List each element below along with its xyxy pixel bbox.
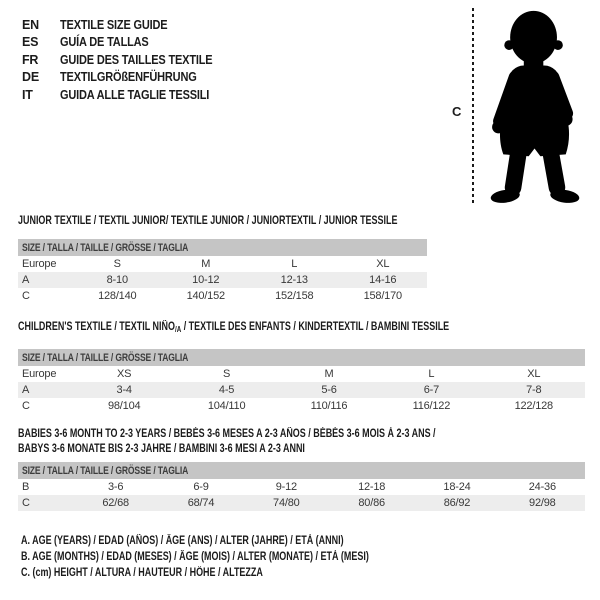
language-title-list	[22, 16, 233, 104]
cell: 92/98	[500, 495, 585, 511]
column-header: M	[324, 368, 334, 380]
cell: 14-16	[339, 272, 428, 288]
title-text: / TEXTILE DES ENFANTS / KINDERTEXTIL / BAMBINI TESSILE	[181, 321, 450, 333]
title-text: CHILDREN'S TEXTILE / TEXTIL NIÑO	[18, 321, 175, 333]
table-row	[18, 495, 585, 511]
children-table-title	[18, 321, 585, 336]
cell: 110/116	[310, 400, 348, 412]
cell: 18-24	[443, 481, 471, 493]
cell: 74/80	[244, 495, 329, 511]
cell: 24-36	[528, 481, 556, 493]
column-header: M	[201, 258, 211, 270]
row-label: A	[18, 272, 73, 288]
language-row	[22, 86, 233, 104]
footnote-c: C. (cm) HEIGHT / ALTURA / HAUTEUR / HÖHE / ALTEZZA	[21, 567, 263, 579]
language-code: ES	[22, 35, 39, 50]
column-header-row	[18, 366, 585, 382]
babies-table-section	[18, 427, 585, 511]
cell: 128/140	[98, 290, 137, 302]
cell: 62/68	[73, 495, 158, 511]
cell: 158/170	[363, 290, 402, 302]
cell: 5-6	[278, 382, 380, 398]
column-header: L	[428, 368, 435, 380]
row-label: C	[22, 400, 30, 412]
table-row	[18, 382, 585, 398]
column-header: S	[113, 258, 121, 270]
column-header: XL	[376, 258, 390, 270]
cell: 104/110	[207, 400, 246, 412]
cell: 122/128	[514, 400, 553, 412]
language-title: GUIDE DES TAILLES TEXTILE	[60, 52, 213, 67]
language-code: EN	[22, 17, 39, 32]
size-header-cell: SIZE / TALLA / TAILLE / GRÖSSE / TAGLIA	[18, 349, 585, 366]
junior-table-title: JUNIOR TEXTILE / TEXTIL JUNIOR/ TEXTILE JUNIOR / JUNIORTEXTIL / JUNIOR TESSILE	[18, 215, 398, 227]
cell: 86/92	[414, 495, 499, 511]
cell: 4-5	[175, 382, 277, 398]
title-subscript: /A	[174, 325, 182, 334]
footnotes	[21, 533, 467, 581]
size-header-cell: SIZE / TALLA / TAILLE / GRÖSSE / TAGLIA	[18, 239, 427, 256]
column-header: XS	[117, 368, 132, 380]
cell: 10-12	[162, 272, 251, 288]
title-line-2: BABYS 3-6 MONATE BIS 2-3 JAHRE / BAMBINI 3-6 MESI A 2-3 ANNI	[18, 443, 305, 455]
cell: 140/152	[186, 290, 225, 302]
row-label: C	[18, 495, 73, 511]
language-title: GUIDA ALLE TAGLIE TESSILI	[60, 87, 210, 102]
cell: 3-6	[108, 481, 124, 493]
language-row	[22, 69, 233, 87]
row-label: B	[22, 481, 30, 493]
cell: 80/86	[329, 495, 414, 511]
column-header: Europe	[22, 258, 57, 270]
column-header: Europe	[22, 368, 57, 380]
cell: 6-9	[193, 481, 209, 493]
cell: 12-13	[250, 272, 339, 288]
cell: 8-10	[73, 272, 162, 288]
column-header-row	[18, 256, 427, 272]
table-row	[18, 272, 427, 288]
height-dashed-line	[472, 8, 474, 206]
children-table	[18, 349, 585, 414]
title-line-1: BABIES 3-6 MONTH TO 2-3 YEARS / BEBÉS 3-6 MESES A 2-3 AÑOS / BÉBÉS 3-6 MOIS À 2-3 ANS /	[18, 428, 436, 440]
height-measure-label: C	[452, 104, 462, 119]
language-title: TEXTILGRÖßENFÜHRUNG	[60, 70, 197, 85]
cell: 98/104	[107, 400, 141, 412]
cell: 9-12	[275, 481, 297, 493]
language-code: FR	[22, 52, 39, 67]
table-row	[18, 288, 427, 304]
babies-table-title	[18, 427, 585, 457]
size-header-row	[18, 349, 585, 366]
junior-table-section	[18, 215, 427, 304]
cell: 152/158	[275, 290, 314, 302]
footnote-a: A. AGE (YEARS) / EDAD (AÑOS) / ÂGE (ANS) / ALTER (JAHRE) / ETÀ (ANNI)	[21, 535, 344, 547]
cell: 116/122	[412, 400, 451, 412]
cell: 12-18	[358, 481, 386, 493]
row-label: C	[22, 290, 30, 302]
table-row	[18, 479, 585, 495]
language-row	[22, 34, 233, 52]
children-table-section	[18, 321, 585, 414]
cell: 7-8	[483, 382, 585, 398]
babies-table	[18, 462, 585, 511]
table-row	[18, 398, 585, 414]
row-label: A	[18, 382, 73, 398]
cell: 6-7	[380, 382, 482, 398]
junior-table	[18, 239, 427, 304]
cell: 68/74	[158, 495, 243, 511]
size-header-cell: SIZE / TALLA / TAILLE / GRÖSSE / TAGLIA	[18, 462, 585, 479]
size-header-row	[18, 239, 427, 256]
language-title: TEXTILE SIZE GUIDE	[60, 17, 168, 32]
language-code: IT	[22, 87, 33, 102]
cell: 3-4	[73, 382, 175, 398]
column-header: L	[291, 258, 298, 270]
column-header: S	[223, 368, 231, 380]
language-row	[22, 16, 233, 34]
baby-silhouette-icon	[475, 8, 597, 208]
language-code: DE	[22, 70, 39, 85]
language-row	[22, 51, 233, 69]
size-header-row	[18, 462, 585, 479]
column-header: XL	[527, 368, 541, 380]
footnote-b: B. AGE (MONTHS) / EDAD (MESES) / ÂGE (MOIS) / ALTER (MONATE) / ETÀ (MESI)	[21, 551, 369, 563]
language-title: GUÍA DE TALLAS	[60, 35, 149, 50]
